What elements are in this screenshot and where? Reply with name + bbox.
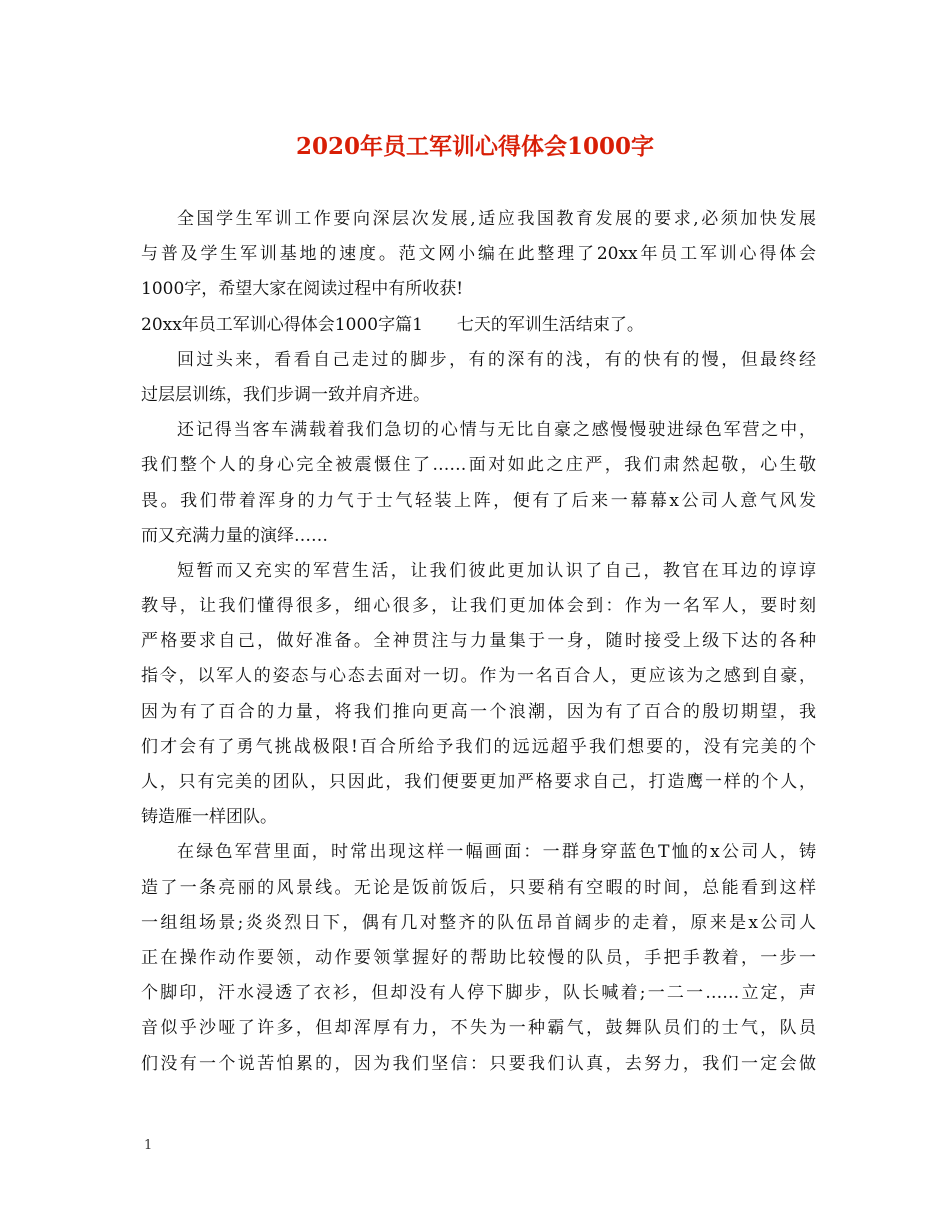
- text-line: 短暂而又充实的军营生活，让我们彼此更加认识了自己，教官在耳边的谆谆: [177, 560, 816, 581]
- text-line: 1000字，希望大家在阅读过程中有所收获!: [141, 279, 464, 300]
- text-line: 造了一条亮丽的风景线。无论是饭前饭后，只要稍有空暇的时间，总能看到这样: [141, 877, 816, 898]
- text-line: 个脚印，汗水浸透了衣衫，但却没有人停下脚步，队长喊着;一二一……立定，声: [141, 983, 816, 1004]
- text-line: 正在操作动作要领，动作要领掌握好的帮助比较慢的队员，手把手教着，一步一: [141, 947, 816, 968]
- text-line: 人，只有完美的团队，只因此，我们便要更加严格要求自己，打造鹰一样的个人，: [141, 772, 816, 792]
- text-line: 全国学生军训工作要向深层次发展,适应我国教育发展的要求,必须加快发展: [177, 209, 816, 229]
- text-line: 畏。我们带着浑身的力气于士气轻装上阵，便有了后来一幕幕x公司人意气风发: [141, 490, 816, 511]
- text-line: 在绿色军营里面，时常出现这样一幅画面：一群身穿蓝色T恤的x公司人，铸: [177, 842, 816, 863]
- text-line: 们才会有了勇气挑战极限!百合所给予我们的远远超乎我们想要的，没有完美的个: [141, 736, 816, 757]
- text-line: 而又充满力量的演绎……: [141, 525, 328, 546]
- text-line: 七天的军训生活结束了。: [456, 314, 644, 335]
- text-line: 音似乎沙哑了许多，但却浑厚有力，不失为一种霸气，鼓舞队员们的士气，队员: [141, 1018, 816, 1039]
- text-line: 教导，让我们懂得很多，细心很多，让我们更加体会到：作为一名军人，要时刻: [141, 596, 816, 617]
- text-line: 一组组场景;炎炎烈日下，偶有几对整齐的队伍昂首阔步的走着，原来是x公司人: [141, 912, 816, 933]
- section-heading: 20xx年员工军训心得体会1000字篇1: [141, 314, 423, 335]
- text-line: 与普及学生军训基地的速度。范文网小编在此整理了20xx年员工军训心得体会: [141, 244, 816, 265]
- text-line: 铸造雁一样团队。: [141, 807, 277, 828]
- text-line: 还记得当客车满载着我们急切的心情与无比自豪之感慢慢驶进绿色军营之中，: [177, 420, 816, 441]
- text-line: 我们整个人的身心完全被震慑住了……面对如此之庄严，我们肃然起敬，心生敬: [141, 455, 816, 476]
- text-line: 严格要求自己，做好准备。全神贯注与力量集于一身，随时接受上级下达的各种: [141, 631, 816, 652]
- page-number: 1: [144, 1138, 153, 1153]
- document-body: [141, 202, 816, 1082]
- text-line: 们没有一个说苦怕累的，因为我们坚信：只要我们认真，去努力，我们一定会做: [141, 1053, 816, 1074]
- text-line: 回过头来，看看自己走过的脚步，有的深有的浅，有的快有的慢，但最终经: [177, 349, 816, 370]
- text-line: 指令，以军人的姿态与心态去面对一切。作为一名百合人，更应该为之感到自豪，: [141, 666, 816, 687]
- text-line: 因为有了百合的力量，将我们推向更高一个浪潮，因为有了百合的殷切期望，我: [141, 701, 816, 722]
- text-line: 过层层训练，我们步调一致并肩齐进。: [141, 384, 430, 405]
- section-heading-line: [141, 308, 816, 343]
- document-title: 2020年员工军训心得体会1000字: [295, 133, 655, 160]
